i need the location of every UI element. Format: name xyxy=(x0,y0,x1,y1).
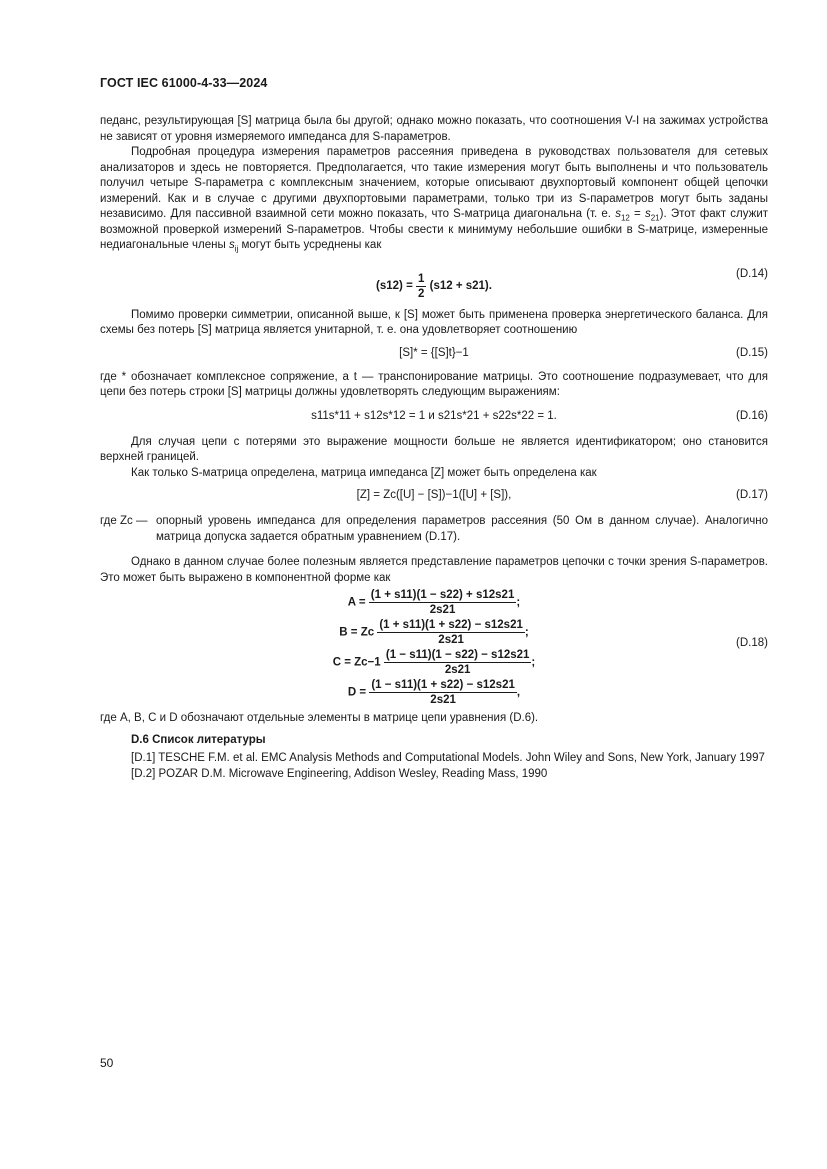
eq-d18-row-lhs: D = xyxy=(347,686,367,699)
page-number: 50 xyxy=(100,1056,114,1070)
eq-d18-row-numerator: (1 + s11)(1 + s22) − s12s21 xyxy=(379,619,523,631)
paragraph-2-part-c: могут быть усреднены как xyxy=(241,239,382,251)
eq-d16-number: (D.16) xyxy=(736,409,768,422)
paragraph-2-part-b: ). Этот факт служит возможной проверкой измерений S-параметров. Чтобы свести к минимуму небольшие ошибки в S-матрице, измеренные недиагональные члены xyxy=(100,208,769,251)
eq-d16-text: s11s*11 + s12s*12 = 1 и s21s*21 + s22s*22 = 1. xyxy=(311,409,557,422)
eq-d18-row xyxy=(100,648,768,677)
paragraph-2-part-a: Подробная процедура измерения параметров рассеяния приведена в руководствах пользователя для сетевых анализаторов и здесь не повторяется. Предполагается, что такие измерения могут быть выполнены и что пользователь получил четыре S-параметра с комплексным значением, которые описывают двухпортовый компонент общей цепочки измерений. Как и в случае с другими двухпортовыми параметрами, только три из S-параметров могут быть заданы независимо. Для пассивной взаимной сети можно показать, что S-матрица диагональна (т. е. xyxy=(100,146,768,220)
eq-d18-row-numerator: (1 − s11)(1 − s22) − s12s21 xyxy=(385,649,530,661)
eq-d18-row xyxy=(100,588,768,617)
eq-d14-denominator: 2 xyxy=(418,287,425,300)
where-zc-label: где Zc — xyxy=(100,515,148,527)
reference-item: [D.1] TESCHE F.M. et al. EMC Analysis Methods and Computational Models. John Wiley and Sons, New York, January 1997 xyxy=(131,752,765,764)
equation-d17 xyxy=(100,488,768,508)
paragraph-4: где * обозначает комплексное сопряжение, а t — транспонирование матрицы. Это соотношение подразумевает, что для цепи без потерь строки [S] матрицы должны удовлетворять следующим выражениям: xyxy=(100,370,768,398)
eq-d15-number: (D.15) xyxy=(736,346,768,359)
paragraph-3: Помимо проверки симметрии, описанной выше, к [S] может быть применена проверка энергетического баланса. Для схемы без потерь [S] матрица является унитарной, т. е. она удовлетворяет соотношению xyxy=(100,308,768,336)
eq-d18-row-denominator: 2s21 xyxy=(438,634,464,646)
eq-d18-row xyxy=(100,618,768,647)
paragraph-5: Для случая цепи с потерями это выражение мощности больше не является идентификатором; оно становится верхней границей. xyxy=(100,435,768,463)
page-content xyxy=(100,114,768,782)
equation-d18 xyxy=(100,588,768,707)
equation-d14 xyxy=(100,264,768,300)
equation-d16 xyxy=(100,409,768,429)
eq-d18-row-fraction xyxy=(369,588,517,617)
eq-d14-number: (D.14) xyxy=(736,267,768,280)
reference-item: [D.2] POZAR D.M. Microwave Engineering, Addison Wesley, Reading Mass, 1990 xyxy=(131,767,548,780)
paragraph-1: педанс, результирующая [S] матрица была бы другой; однако можно показать, что соотношения V-I на зажимах устройства не зависят от уровня измеряемого импеданса для S-параметров. xyxy=(100,115,768,143)
eq-d17-text: [Z] = Zc([U] − [S])−1([U] + [S]), xyxy=(356,489,512,501)
eq-d15-text: [S]* = {[S]t}−1 xyxy=(399,346,469,359)
eq-d17-number: (D.17) xyxy=(736,489,768,501)
eq-d18-row-numerator: (1 − s11)(1 + s22) − s12s21 xyxy=(371,679,515,691)
eq-d18-row-fraction xyxy=(369,678,517,707)
paragraph-6: Как только S-матрица определена, матрица импеданса [Z] может быть определена как xyxy=(131,466,597,479)
eq-d18-row-fraction xyxy=(384,648,532,677)
eq-d18-row-numerator: (1 + s11)(1 − s22) + s12s21 xyxy=(370,589,515,601)
eq-d18-row-end: ; xyxy=(516,596,521,609)
section-title: D.6 Список литературы xyxy=(131,733,266,746)
equation-d15 xyxy=(100,346,768,366)
eq-d14-numerator: 1 xyxy=(418,272,425,285)
eq-d18-row-fraction xyxy=(377,618,525,647)
eq-d14-rhs: (s12 + s21). xyxy=(429,280,492,293)
where-zc-text: опорный уровень импеданса для определения параметров рассеяния (50 Ом в данном случае). Аналогично матрица допуска задается обратным уравнением (D.17). xyxy=(156,515,768,543)
eq-d18-row-lhs: C = Zc−1 xyxy=(332,656,381,669)
eq-d18-row-denominator: 2s21 xyxy=(444,664,471,676)
eq-d18-row-end: ; xyxy=(524,626,529,639)
eq-d18-row-denominator: 2s21 xyxy=(429,604,456,616)
document-header: ГОСТ IEC 61000-4-33—2024 xyxy=(100,76,268,90)
eq-d18-row-lhs: A = xyxy=(347,596,366,609)
eq-d14-fraction xyxy=(416,272,426,301)
eq-d18-row-denominator: 2s21 xyxy=(430,694,456,706)
paragraph-7 xyxy=(100,514,768,545)
paragraph-2: Подробная процедура измерения параметров рассеяния приведена в руководствах пользователя для сетевых анализаторов и здесь не повторяется. Предполагается, что такие измерения могут быть выполнены и что пользователь получил четыре S-параметра с комплексным значением, которые описывают двухпортовый компонент общей цепочки измерений. Как и в случае с другими двухпортовыми параметрами, только три из S-параметров могут быть заданы независимо. Для пассивной взаимной сети можно показать, что S-матрица диагональна (т. е. $s_{12} = s_{21}$). Этот факт служит возможной проверкой измерений S-параметров. Чтобы свести к минимуму небольшие ошибки в S-матрице, измеренные недиагональные члены $s_{ij}$ могут быть усреднены как xyxy=(100,146,769,254)
paragraph-8: Однако в данном случае более полезным является представление параметров цепочки с точки зрения S-параметров. Это может быть выражено в компонентной форме как xyxy=(100,556,768,584)
eq-d18-row-end: ; xyxy=(531,656,536,669)
eq-d14-lhs: (s12) = xyxy=(376,280,413,293)
paragraph-9: где A, B, C и D обозначают отдельные элементы в матрице цепи уравнения (D.6). xyxy=(100,712,539,724)
eq-d18-row-lhs: B = Zc xyxy=(339,626,375,639)
eq-d18-number: (D.18) xyxy=(736,637,768,649)
eq-d18-row-end: , xyxy=(516,686,521,699)
eq-d18-row xyxy=(100,678,768,707)
